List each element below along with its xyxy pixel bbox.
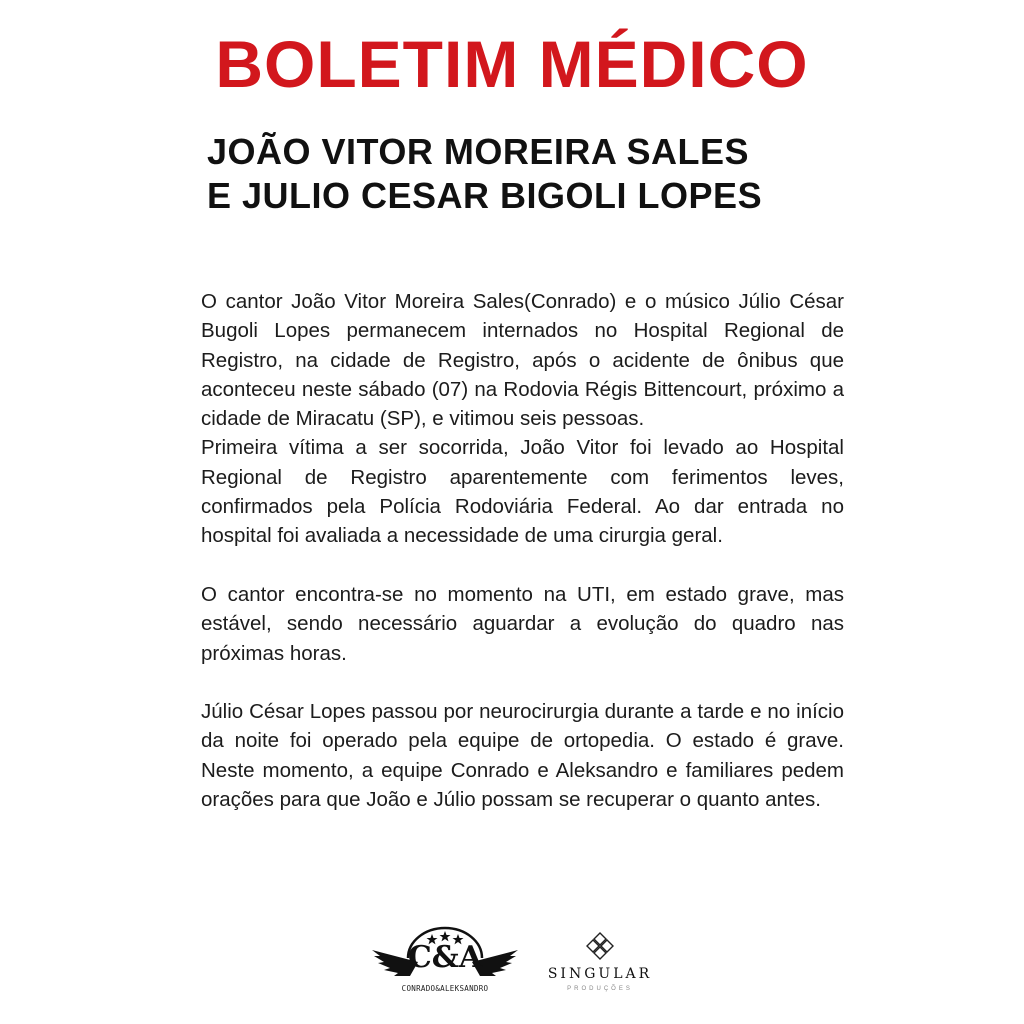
patients-heading-line1: JOÃO VITOR MOREIRA SALES <box>207 131 750 172</box>
ca-monogram: C&A <box>407 940 483 975</box>
paragraph-first-victim: Primeira vítima a ser socorrida, João Vitor foi levado ao Hospital Regional de Registro aparentemente com ferimentos leves, confirmados pela Polícia Rodoviária Federal. Ao dar entrada no hospital foi avaliada a necessidade de uma cirurgia geral. <box>201 436 844 548</box>
footer-logos <box>0 918 1024 998</box>
conrado-aleksandro-logo <box>370 918 520 998</box>
paragraph-singer-status: O cantor encontra-se no momento na UTI, em estado grave, mas estável, sendo necessário aguardar a evolução do quadro nas próximas horas. <box>201 582 844 665</box>
ca-caption: CONRADO&ALEKSANDRO <box>401 984 489 993</box>
patients-heading-line2: E JULIO CESAR BIGOLI LOPES <box>207 175 763 216</box>
singular-emblem-icon <box>584 930 616 962</box>
paragraph-musician-status: Júlio César Lopes passou por neurocirurgia durante a tarde e no início da noite foi operado pela equipe de ortopedia. O estado é grave. Neste momento, a equipe Conrado e Aleksandro e familiares pedem orações para que João e Júlio possam se recuperar o quanto antes. <box>201 700 844 812</box>
page-title: BOLETIM MÉDICO <box>215 27 809 101</box>
singular-sub: PRODUÇÕES <box>567 986 633 992</box>
singular-name: SINGULAR <box>547 966 653 982</box>
singular-logo <box>540 930 660 1000</box>
patients-heading <box>207 130 762 218</box>
bulletin-body <box>201 287 844 814</box>
paragraph-accident: O cantor João Vitor Moreira Sales(Conrado) e o músico Júlio César Bugoli Lopes permanecem internados no Hospital Regional de Registro, na cidade de Registro, após o acidente de ônibus que aconteceu neste sábado (07) na Rodovia Régis Bittencourt, próximo a cidade de Miracatu (SP), e vitimou seis pessoas. <box>201 290 844 431</box>
